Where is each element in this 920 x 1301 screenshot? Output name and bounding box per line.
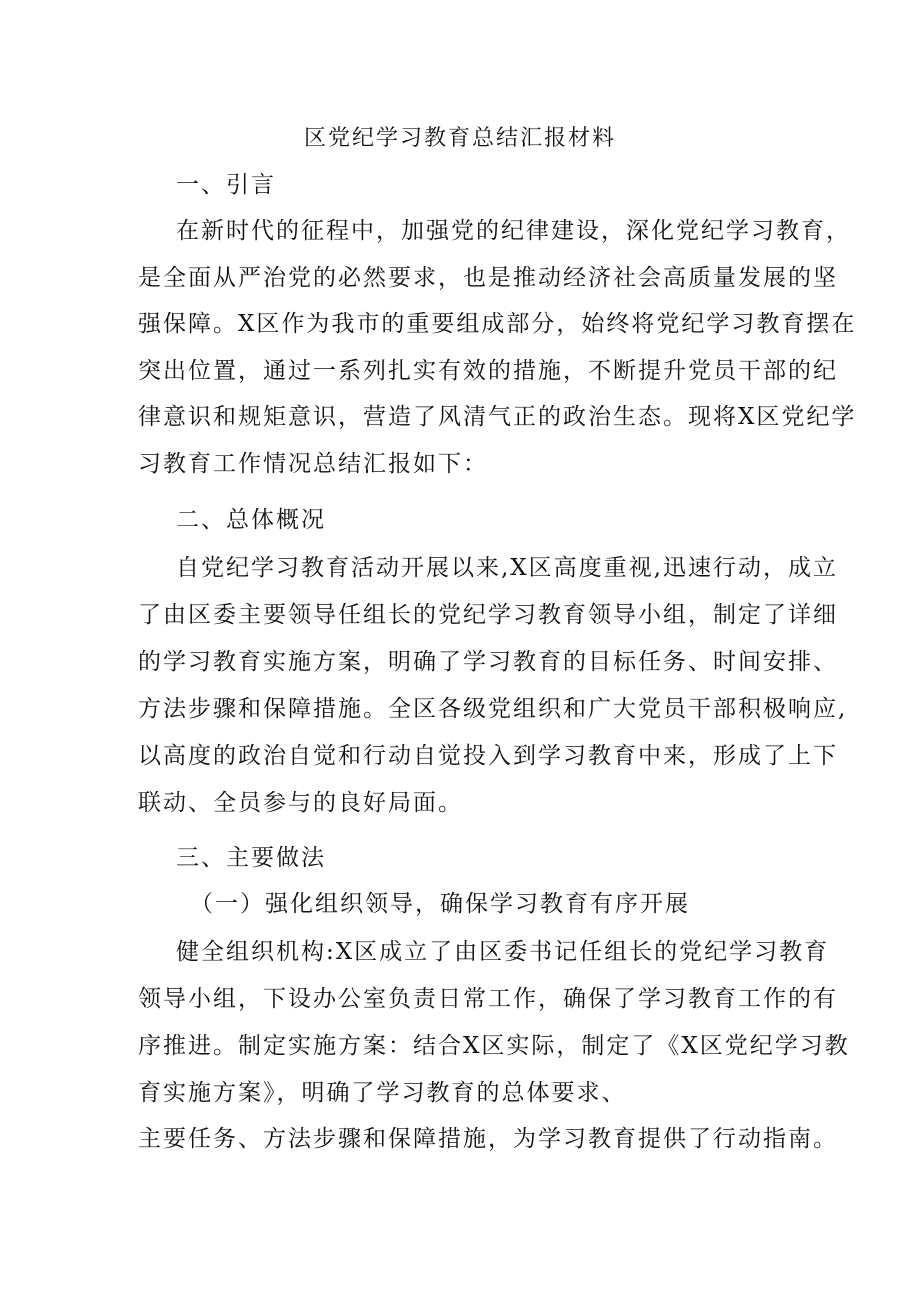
- paragraph-line: 育实施方案》，明确了学习教育的总体要求、: [138, 1080, 627, 1106]
- paragraph-line: 律意识和规矩意识，营造了风清气正的政治生态。现将X区党纪学: [138, 404, 857, 430]
- paragraph-line: 主要任务、方法步骤和保障措施，为学习教育提供了行动指南。: [138, 1126, 838, 1152]
- subsection-heading: （一）强化组织领导，确保学习教育有序开展: [190, 891, 690, 917]
- paragraph-line: 的学习教育实施方案，明确了学习教育的目标任务、时间安排、: [138, 649, 838, 675]
- paragraph-line: 序推进。制定实施方案：结合X区实际，制定了《X区党纪学习教: [138, 1033, 850, 1059]
- paragraph-line: 突出位置，通过一系列扎实有效的措施，不断提升党员干部的纪: [138, 358, 838, 384]
- paragraph-line: 自党纪学习教育活动开展以来,X区高度重视,迅速行动，成立: [176, 555, 838, 581]
- paragraph-line: 习教育工作情况总结汇报如下：: [138, 451, 488, 477]
- section-heading-introduction: 一、引言: [176, 172, 276, 198]
- paragraph-line: 强保障。X区作为我市的重要组成部分，始终将党纪学习教育摆在: [138, 311, 857, 337]
- section-heading-overview: 二、总体概况: [176, 507, 326, 533]
- paragraph-line: 以高度的政治自觉和行动自觉投入到学习教育中来，形成了上下: [138, 743, 838, 769]
- paragraph-line: 领导小组，下设办公室负责日常工作，确保了学习教育工作的有: [138, 986, 838, 1012]
- paragraph-line: 联动、全员参与的良好局面。: [138, 790, 463, 816]
- paragraph-line: 方法步骤和保障措施。全区各级党组织和广大党员干部积极响应,: [138, 696, 848, 722]
- section-heading-main-practices: 三、主要做法: [176, 845, 326, 871]
- paragraph-line: 健全组织机构:X区成立了由区委书记任组长的党纪学习教育: [176, 939, 830, 965]
- paragraph-line: 是全面从严治党的必然要求，也是推动经济社会高质量发展的坚: [138, 265, 838, 291]
- paragraph-line: 在新时代的征程中，加强党的纪律建设，深化党纪学习教育，: [176, 218, 851, 244]
- paragraph-line: 了由区委主要领导任组长的党纪学习教育领导小组，制定了详细: [138, 602, 838, 628]
- document-title: 区党纪学习教育总结汇报材料: [303, 126, 616, 151]
